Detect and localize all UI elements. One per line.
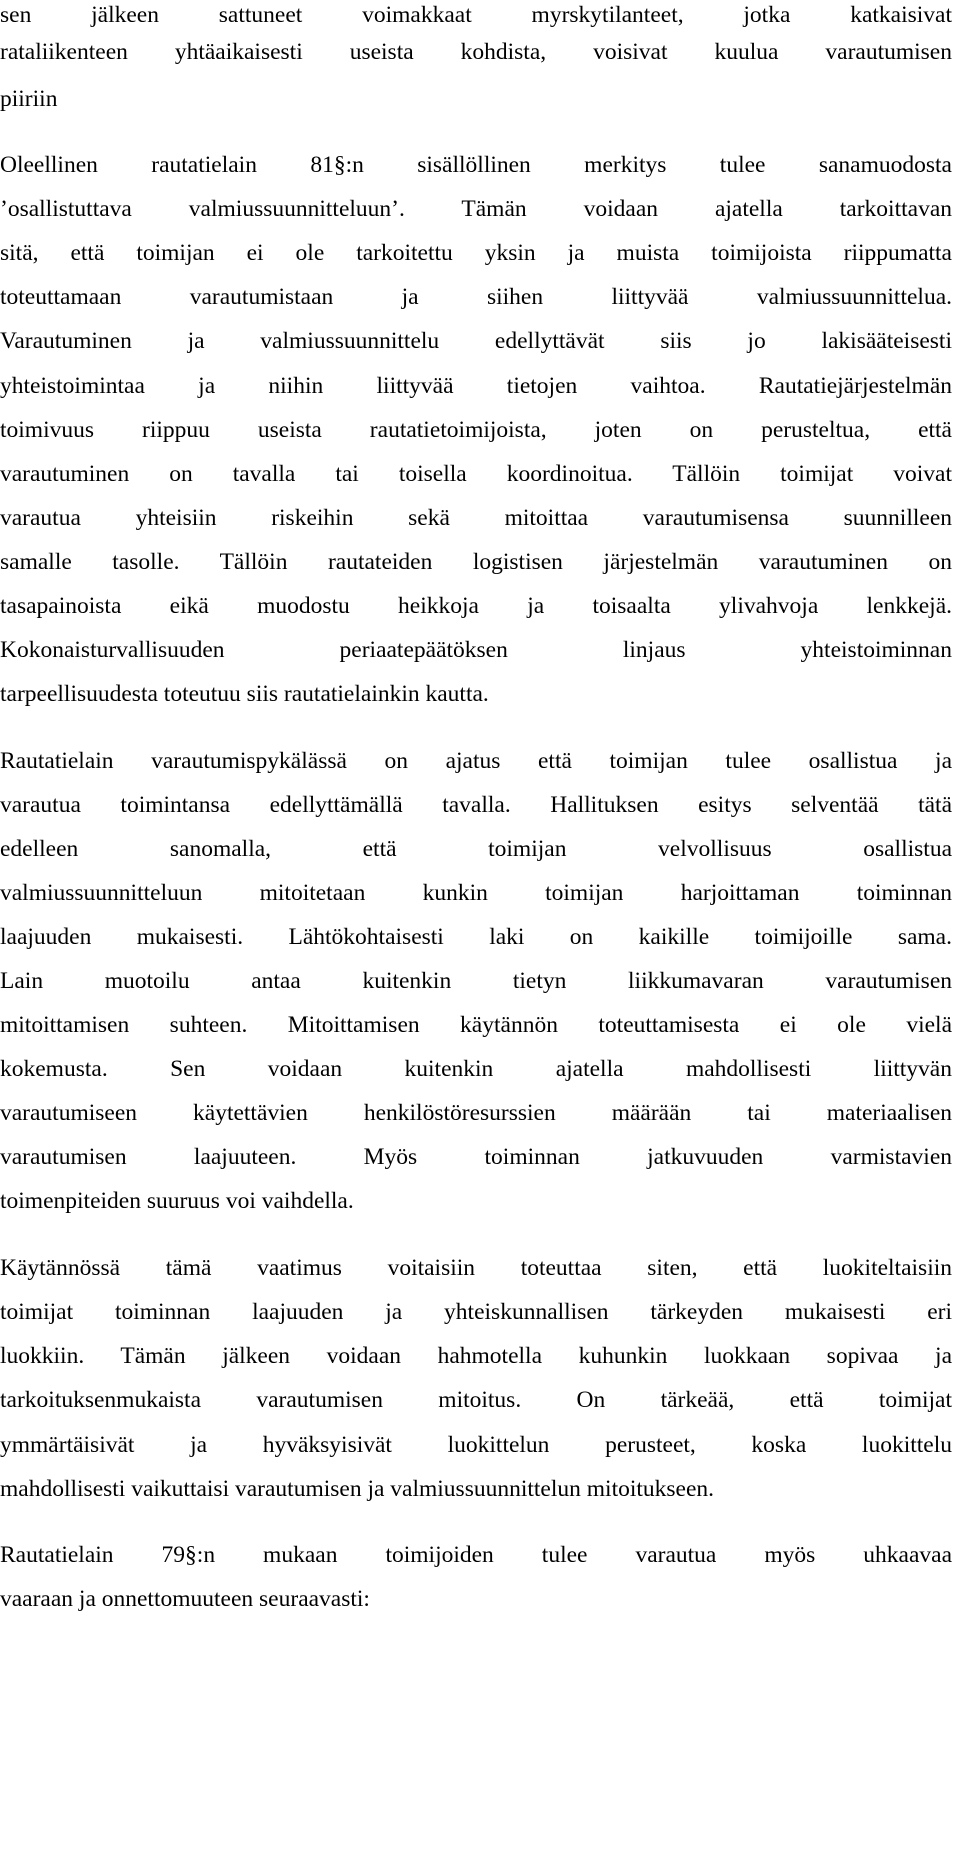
- text-line: samalle tasolle. Tällöin rautateiden logistisen järjestelmän varautuminen on: [0, 549, 952, 575]
- text-line: varautua yhteisiin riskeihin sekä mitoittaa varautumisensa suunnilleen: [0, 505, 952, 531]
- text-line: tarkoituksenmukaista varautumisen mitoitus. On tärkeää, että toimijat: [0, 1387, 952, 1413]
- text-line: tarpeellisuudesta toteutuu siis rautatielainkin kautta.: [0, 681, 489, 707]
- text-line: tasapainoista eikä muodostu heikkoja ja toisaalta ylivahvoja lenkkejä.: [0, 593, 952, 619]
- text-line: toimivuus riippuu useista rautatietoimijoista, joten on perusteltua, että: [0, 417, 952, 443]
- text-line: yhteistoimintaa ja niihin liittyvää tietojen vaihtoa. Rautatiejärjestelmän: [0, 373, 952, 399]
- text-line: ’osallistuttava valmiussuunnitteluun’. Tämän voidaan ajatella tarkoittavan: [0, 196, 952, 222]
- text-line: edelleen sanomalla, että toimijan velvollisuus osallistua: [0, 836, 952, 862]
- text-line: piiriin: [0, 86, 58, 112]
- text-line: toimenpiteiden suuruus voi vaihdella.: [0, 1188, 354, 1214]
- text-line: varautumisen laajuuteen. Myös toiminnan jatkuvuuden varmistavien: [0, 1144, 952, 1170]
- text-line: Rautatielain 79§:n mukaan toimijoiden tulee varautua myös uhkaavaa: [0, 1542, 952, 1568]
- text-line: sen jälkeen sattuneet voimakkaat myrskytilanteet, jotka katkaisivat: [0, 2, 952, 28]
- text-line: Kokonaisturvallisuuden periaatepäätöksen linjaus yhteistoiminnan: [0, 637, 952, 663]
- text-line: mitoittamisen suhteen. Mitoittamisen käytännön toteuttamisesta ei ole vielä: [0, 1012, 952, 1038]
- text-line: varautua toimintansa edellyttämällä tavalla. Hallituksen esitys selventää tätä: [0, 792, 952, 818]
- text-line: vaaraan ja onnettomuuteen seuraavasti:: [0, 1586, 370, 1612]
- text-line: varautumiseen käytettävien henkilöstöresurssien määrään tai materiaalisen: [0, 1100, 952, 1126]
- text-line: toteuttamaan varautumistaan ja siihen liittyvää valmiussuunnittelua.: [0, 284, 952, 310]
- text-line: Lain muotoilu antaa kuitenkin tietyn liikkumavaran varautumisen: [0, 968, 952, 994]
- text-line: Käytännössä tämä vaatimus voitaisiin toteuttaa siten, että luokiteltaisiin: [0, 1255, 952, 1281]
- text-line: sitä, että toimijan ei ole tarkoitettu yksin ja muista toimijoista riippumatta: [0, 240, 952, 266]
- text-line: rataliikenteen yhtäaikaisesti useista kohdista, voisivat kuulua varautumisen: [0, 39, 952, 65]
- text-line: toimijat toiminnan laajuuden ja yhteiskunnallisen tärkeyden mukaisesti eri: [0, 1299, 952, 1325]
- text-line: mahdollisesti vaikuttaisi varautumisen ja valmiussuunnittelun mitoitukseen.: [0, 1476, 715, 1502]
- text-line: ymmärtäisivät ja hyväksyisivät luokittelun perusteet, koska luokittelu: [0, 1432, 952, 1458]
- text-line: valmiussuunnitteluun mitoitetaan kunkin toimijan harjoittaman toiminnan: [0, 880, 952, 906]
- text-line: laajuuden mukaisesti. Lähtökohtaisesti laki on kaikille toimijoille sama.: [0, 924, 952, 950]
- text-line: Varautuminen ja valmiussuunnittelu edellyttävät siis jo lakisääteisesti: [0, 328, 952, 354]
- text-line: Rautatielain varautumispykälässä on ajatus että toimijan tulee osallistua ja: [0, 748, 952, 774]
- text-line: Oleellinen rautatielain 81§:n sisällöllinen merkitys tulee sanamuodosta: [0, 152, 952, 178]
- text-line: varautuminen on tavalla tai toisella koordinoitua. Tällöin toimijat voivat: [0, 461, 952, 487]
- text-line: kokemusta. Sen voidaan kuitenkin ajatella mahdollisesti liittyvän: [0, 1056, 952, 1082]
- text-line: luokkiin. Tämän jälkeen voidaan hahmotella kuhunkin luokkaan sopivaa ja: [0, 1343, 952, 1369]
